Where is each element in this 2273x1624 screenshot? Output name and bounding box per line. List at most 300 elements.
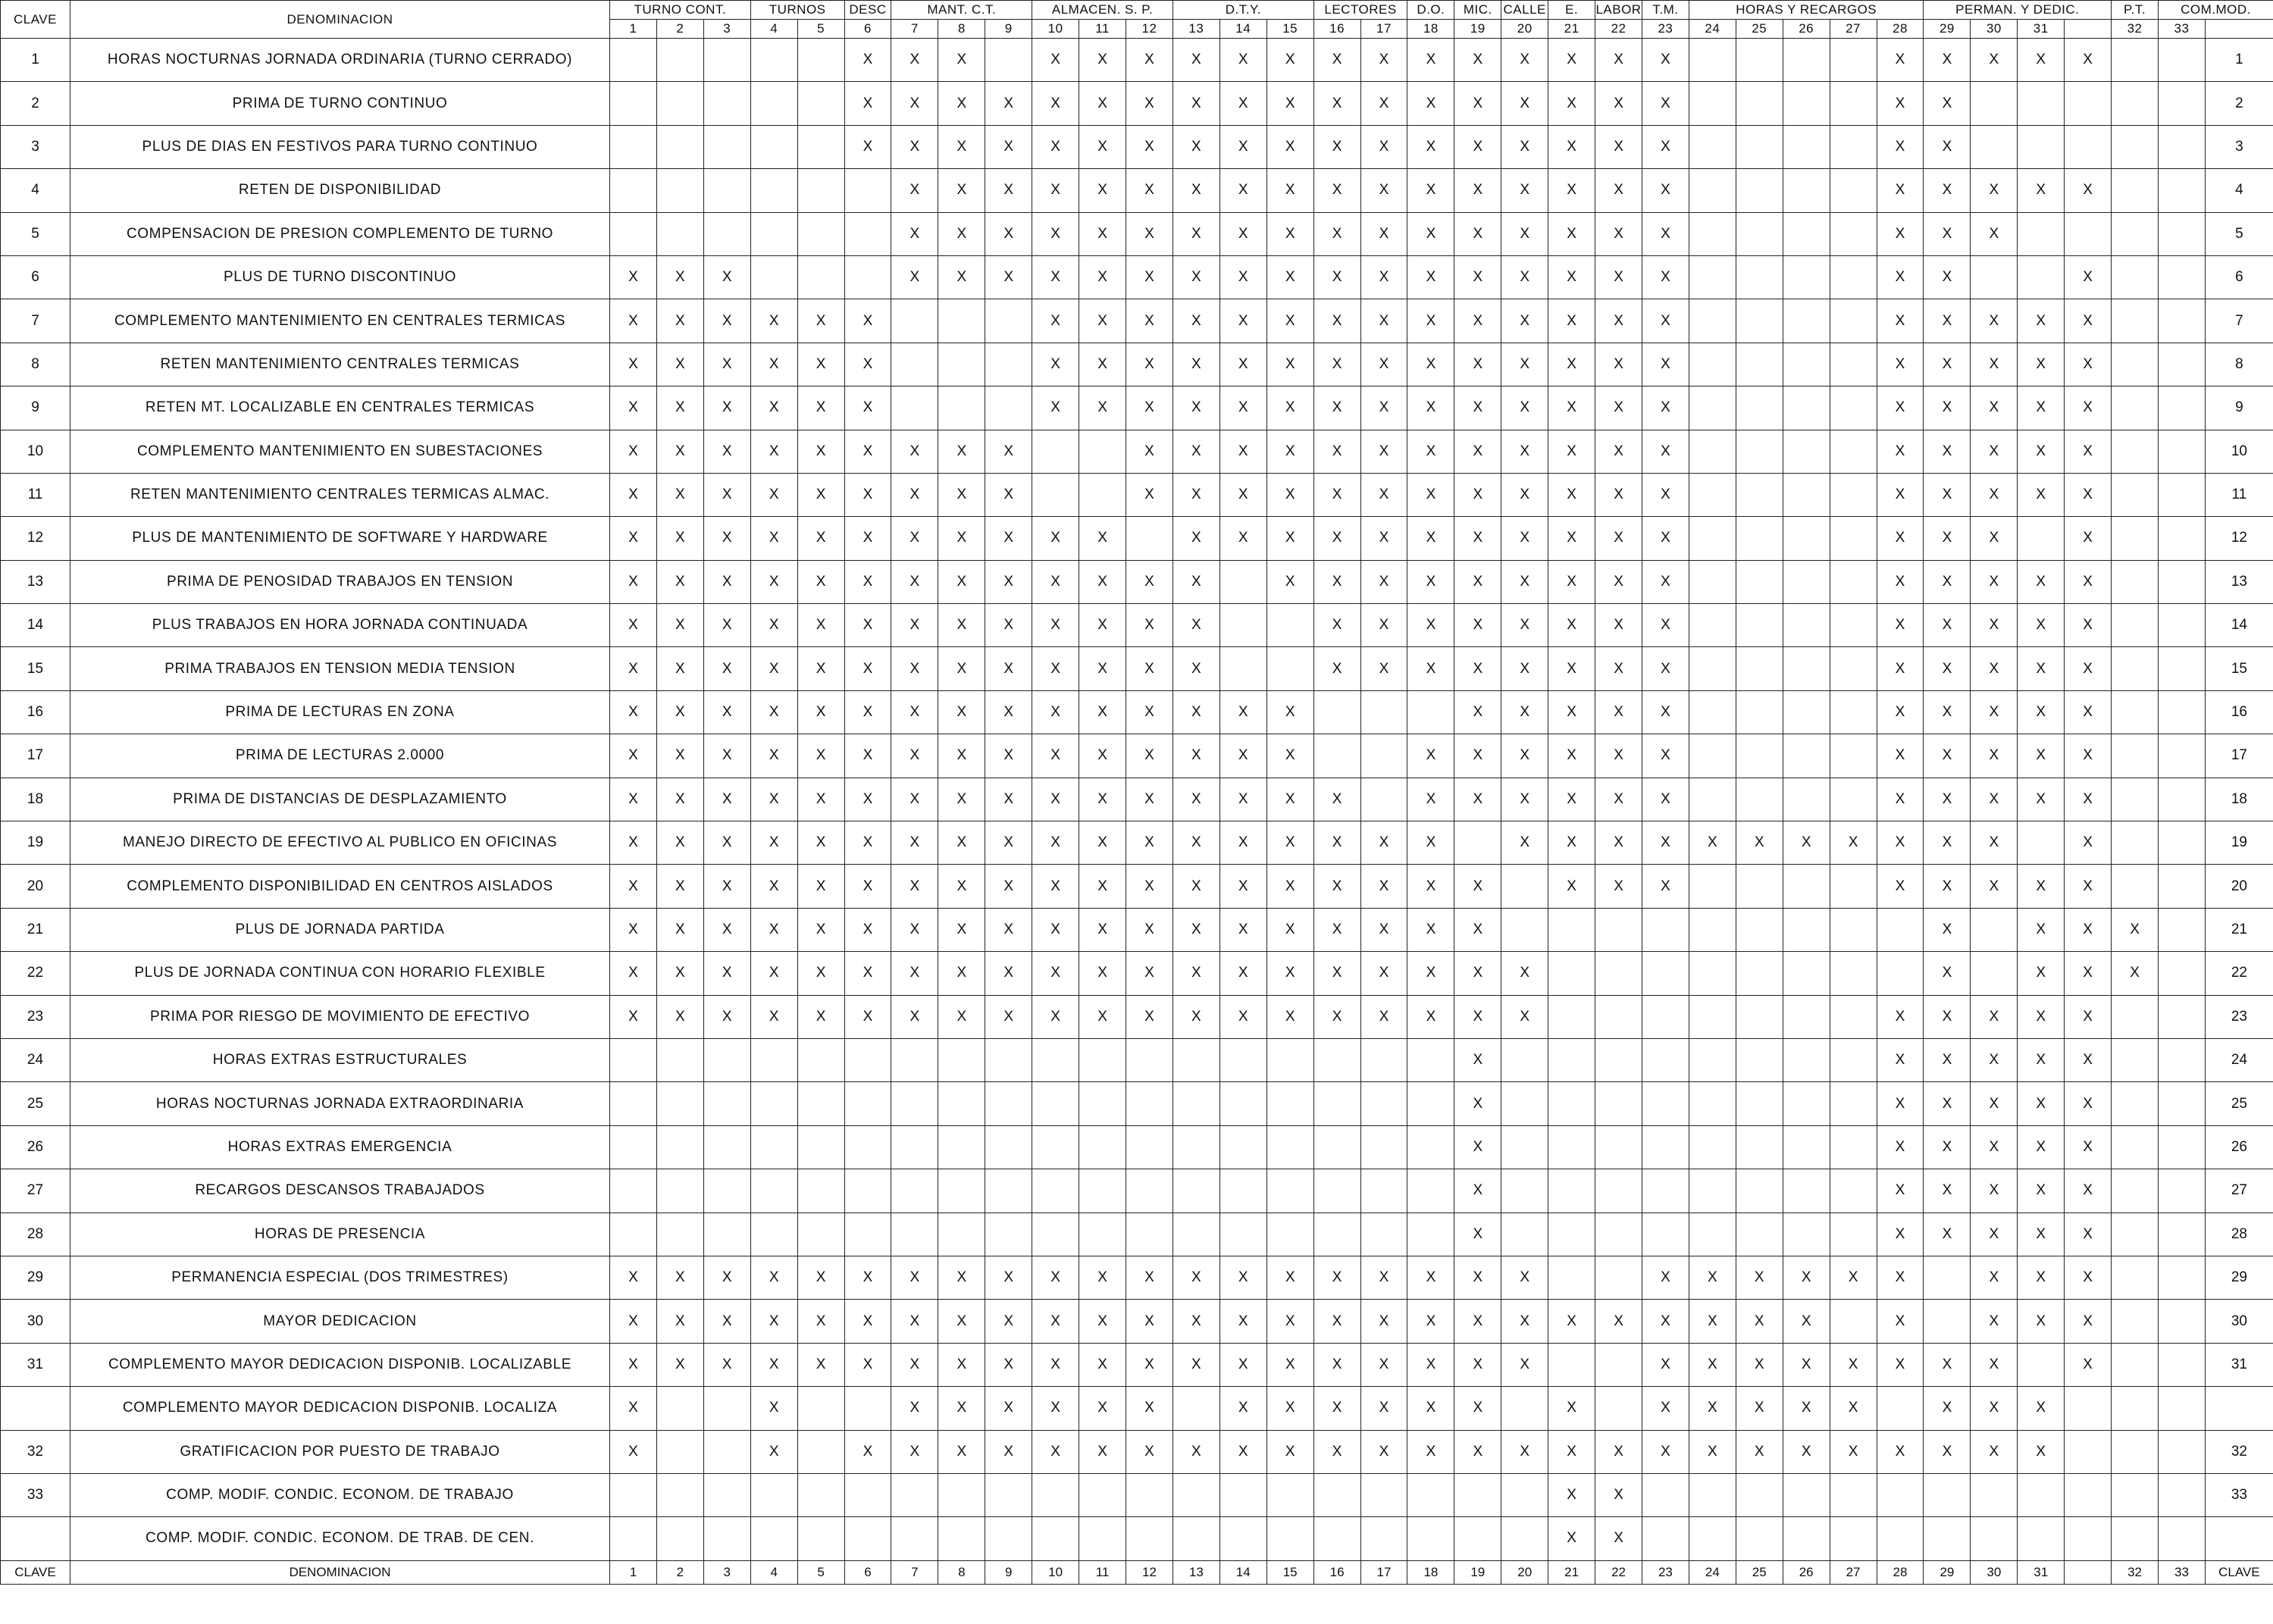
footer-column-number: 4 [750,1560,797,1584]
row-mark-cell: X [703,473,750,516]
row-mark-cell: X [1219,343,1266,386]
row-mark-cell: X [844,952,891,995]
row-mark-cell [1830,995,1877,1038]
row-mark-cell: X [1595,255,1642,299]
row-mark-cell: X [1313,517,1360,560]
row-mark-cell [1689,169,1736,212]
row-clave-right: 24 [2205,1038,2273,1081]
row-mark-cell: X [1266,778,1313,821]
row-mark-cell: X [1219,1256,1266,1299]
row-mark-cell: X [1219,908,1266,951]
row-mark-cell: X [1173,734,1219,778]
row-mark-cell [1407,1125,1454,1169]
row-mark-cell [797,1387,844,1430]
row-mark-cell [2112,560,2159,603]
row-mark-cell [1642,1517,1689,1560]
row-mark-cell [703,125,750,168]
row-mark-cell [1783,560,1830,603]
row-mark-cell [750,1473,797,1516]
row-mark-cell: X [1924,1082,1971,1125]
row-mark-cell: X [2018,690,2065,734]
row-mark-cell: X [985,560,1032,603]
row-mark-cell: X [1642,1300,1689,1343]
row-mark-cell: X [610,1430,657,1473]
row-mark-cell: X [1126,647,1173,690]
row-mark-cell [1783,1038,1830,1081]
row-mark-cell [1501,1038,1548,1081]
row-mark-cell [1689,647,1736,690]
row-denominacion: PRIMA TRABAJOS EN TENSION MEDIA TENSION [70,647,610,690]
row-mark-cell [656,1125,703,1169]
row-mark-cell: X [1079,125,1126,168]
row-mark-cell: X [1971,1038,2018,1081]
row-mark-cell: X [750,647,797,690]
row-mark-cell [891,1473,938,1516]
row-mark-cell [1689,386,1736,430]
row-mark-cell: X [844,386,891,430]
row-mark-cell: X [1971,995,2018,1038]
footer-column-number: 18 [1407,1560,1454,1584]
row-mark-cell: X [1924,1387,1971,1430]
row-mark-cell [1830,299,1877,343]
row-mark-cell: X [1219,82,1266,125]
row-mark-cell: X [610,1256,657,1299]
row-mark-cell [1783,647,1830,690]
row-mark-cell: X [1736,1387,1783,1430]
row-clave-right: 8 [2205,343,2273,386]
row-mark-cell: X [2018,473,2065,516]
row-mark-cell [1830,343,1877,386]
row-mark-cell: X [1642,560,1689,603]
row-mark-cell: X [1079,560,1126,603]
row-denominacion: HORAS EXTRAS ESTRUCTURALES [70,1038,610,1081]
row-mark-cell [2159,821,2206,865]
row-mark-cell: X [1313,343,1360,386]
row-mark-cell [656,169,703,212]
row-clave-right: 19 [2205,821,2273,865]
row-mark-cell: X [2018,1387,2065,1430]
row-mark-cell: X [1407,952,1454,995]
row-mark-cell: X [844,778,891,821]
row-mark-cell: X [2018,778,2065,821]
table-row [1,560,2273,603]
row-clave: 26 [1,1125,70,1169]
row-mark-cell: X [1642,39,1689,82]
table-row [1,343,2273,386]
row-mark-cell [844,1387,891,1430]
row-mark-cell: X [1126,821,1173,865]
row-denominacion: RETEN MANTENIMIENTO CENTRALES TERMICAS ALMAC. [70,473,610,516]
row-mark-cell: X [1360,169,1407,212]
row-mark-cell: X [844,995,891,1038]
row-mark-cell: X [2065,1213,2112,1256]
row-clave-right [2205,1387,2273,1430]
row-mark-cell: X [1454,1343,1501,1386]
row-mark-cell: X [610,343,657,386]
footer-column-number: 29 [1924,1560,1971,1584]
row-mark-cell: X [1501,82,1548,125]
row-mark-cell: X [891,255,938,299]
footer-column-number: 2 [656,1560,703,1584]
row-mark-cell: X [2018,343,2065,386]
row-mark-cell [1407,1038,1454,1081]
row-mark-cell [703,1387,750,1430]
row-mark-cell: X [1313,778,1360,821]
row-mark-cell: X [1360,517,1407,560]
row-mark-cell [891,1517,938,1560]
row-denominacion: PRIMA DE TURNO CONTINUO [70,82,610,125]
row-mark-cell [2112,1300,2159,1343]
row-mark-cell [938,1125,985,1169]
row-mark-cell: X [1126,473,1173,516]
row-mark-cell: X [1313,299,1360,343]
row-mark-cell: X [2065,995,2112,1038]
row-mark-cell: X [703,560,750,603]
row-mark-cell [1736,1038,1783,1081]
row-mark-cell [1689,560,1736,603]
row-clave: 25 [1,1082,70,1125]
row-mark-cell: X [985,604,1032,647]
row-mark-cell: X [656,1256,703,1299]
row-mark-cell: X [1501,517,1548,560]
row-mark-cell: X [656,952,703,995]
row-mark-cell [1830,908,1877,951]
row-mark-cell [1736,734,1783,778]
row-mark-cell: X [1407,908,1454,951]
row-mark-cell: X [1079,1430,1126,1473]
row-clave: 30 [1,1300,70,1343]
row-mark-cell: X [1924,1343,1971,1386]
row-mark-cell [1595,1038,1642,1081]
row-mark-cell: X [656,908,703,951]
header-column-number: 8 [938,20,985,39]
row-mark-cell: X [1971,690,2018,734]
row-mark-cell: X [1595,1517,1642,1560]
row-mark-cell: X [1032,647,1079,690]
row-mark-cell: X [985,1300,1032,1343]
table-row [1,647,2273,690]
row-mark-cell: X [1548,430,1595,473]
row-mark-cell [1548,952,1595,995]
table-row [1,430,2273,473]
row-mark-cell: X [938,430,985,473]
row-mark-cell: X [1548,1430,1595,1473]
row-mark-cell: X [750,1387,797,1430]
row-mark-cell [2159,82,2206,125]
row-mark-cell: X [844,517,891,560]
row-mark-cell: X [750,1300,797,1343]
row-mark-cell [1501,1169,1548,1213]
row-mark-cell: X [1032,1430,1079,1473]
row-mark-cell [985,1517,1032,1560]
row-mark-cell [750,1125,797,1169]
row-mark-cell: X [2065,343,2112,386]
row-mark-cell [1830,125,1877,168]
footer-column-number: 22 [1595,1560,1642,1584]
row-clave-right: 2 [2205,82,2273,125]
row-mark-cell: X [844,1256,891,1299]
row-mark-cell: X [1971,430,2018,473]
row-mark-cell: X [1219,386,1266,430]
row-mark-cell: X [656,299,703,343]
row-mark-cell: X [985,82,1032,125]
row-mark-cell: X [1313,255,1360,299]
row-mark-cell: X [938,995,985,1038]
row-mark-cell [2112,1387,2159,1430]
row-mark-cell: X [1407,125,1454,168]
row-mark-cell [1783,212,1830,255]
row-mark-cell [1830,778,1877,821]
row-clave-right: 31 [2205,1343,2273,1386]
row-mark-cell [1736,560,1783,603]
row-mark-cell: X [844,1430,891,1473]
row-mark-cell [2065,1387,2112,1430]
row-mark-cell: X [1266,1387,1313,1430]
row-mark-cell [750,125,797,168]
row-mark-cell: X [1924,1430,1971,1473]
row-mark-cell: X [2065,1300,2112,1343]
footer-column-number: 32 [2112,1560,2159,1584]
row-mark-cell [797,1517,844,1560]
row-mark-cell: X [797,734,844,778]
row-mark-cell [1595,1387,1642,1430]
row-mark-cell: X [1877,995,1924,1038]
row-mark-cell: X [1360,386,1407,430]
header-column-number [2065,20,2112,39]
row-mark-cell: X [1642,430,1689,473]
header-column-number: 24 [1689,20,1736,39]
row-mark-cell: X [985,952,1032,995]
row-mark-cell [1689,734,1736,778]
row-mark-cell [2018,212,2065,255]
row-mark-cell [891,386,938,430]
row-mark-cell: X [1079,647,1126,690]
row-mark-cell [985,1473,1032,1516]
row-clave-right: 32 [2205,1430,2273,1473]
header-group-label: D.O. [1407,1,1454,20]
row-mark-cell [1313,1213,1360,1256]
row-mark-cell [2112,255,2159,299]
row-clave: 8 [1,343,70,386]
row-mark-cell: X [1126,908,1173,951]
header-column-number: 33 [2159,20,2206,39]
header-name-label: DENOMINACION [70,1,610,39]
row-mark-cell [656,125,703,168]
row-mark-cell: X [2018,1169,2065,1213]
row-mark-cell: X [1689,1256,1736,1299]
row-mark-cell [1783,1125,1830,1169]
row-mark-cell: X [1032,604,1079,647]
row-mark-cell: X [2065,1169,2112,1213]
row-mark-cell [797,1473,844,1516]
row-denominacion: HORAS NOCTURNAS JORNADA ORDINARIA (TURNO CERRADO) [70,39,610,82]
row-mark-cell: X [1924,473,1971,516]
footer-clave-right-label: CLAVE [2205,1560,2273,1584]
row-mark-cell [656,212,703,255]
row-mark-cell: X [1173,473,1219,516]
row-mark-cell [2112,1343,2159,1386]
row-mark-cell: X [1407,1256,1454,1299]
row-mark-cell [1313,690,1360,734]
row-mark-cell: X [1877,604,1924,647]
row-mark-cell [1736,1125,1783,1169]
row-mark-cell: X [1642,734,1689,778]
row-mark-cell: X [1126,1387,1173,1430]
row-mark-cell: X [1407,299,1454,343]
row-mark-cell: X [1454,690,1501,734]
table-row [1,517,2273,560]
row-mark-cell [750,255,797,299]
row-mark-cell: X [1266,255,1313,299]
row-mark-cell: X [1126,952,1173,995]
row-mark-cell: X [1924,647,1971,690]
row-mark-cell [1783,908,1830,951]
row-mark-cell: X [1126,255,1173,299]
row-mark-cell [1501,908,1548,951]
table-row [1,734,2273,778]
row-mark-cell [1079,1517,1126,1560]
row-mark-cell: X [1877,430,1924,473]
row-mark-cell [1689,212,1736,255]
footer-column-number: 26 [1783,1560,1830,1584]
row-mark-cell: X [703,386,750,430]
row-mark-cell [610,1125,657,1169]
row-mark-cell: X [1079,778,1126,821]
row-mark-cell [1454,1517,1501,1560]
row-mark-cell: X [1173,343,1219,386]
row-denominacion: COMPLEMENTO MAYOR DEDICACION DISPONIB. LOCALIZA [70,1387,610,1430]
row-mark-cell: X [1924,734,1971,778]
row-mark-cell: X [1079,169,1126,212]
footer-column-number: 10 [1032,1560,1079,1584]
row-denominacion: HORAS EXTRAS EMERGENCIA [70,1125,610,1169]
row-mark-cell [656,1082,703,1125]
footer-column-number: 11 [1079,1560,1126,1584]
row-mark-cell: X [2065,908,2112,951]
row-mark-cell [2018,1343,2065,1386]
table-row [1,1473,2273,1516]
row-mark-cell: X [1360,1343,1407,1386]
row-denominacion: RETEN DE DISPONIBILIDAD [70,169,610,212]
row-mark-cell: X [938,169,985,212]
row-mark-cell: X [1924,212,1971,255]
row-mark-cell: X [797,604,844,647]
row-mark-cell: X [2018,647,2065,690]
row-mark-cell: X [938,690,985,734]
row-mark-cell: X [1642,821,1689,865]
row-denominacion: PRIMA POR RIESGO DE MOVIMIENTO DE EFECTIVO [70,995,610,1038]
row-mark-cell: X [985,865,1032,908]
footer-column-number: 14 [1219,1560,1266,1584]
row-mark-cell: X [1548,821,1595,865]
row-mark-cell: X [985,778,1032,821]
row-mark-cell: X [1689,1430,1736,1473]
row-clave: 19 [1,821,70,865]
row-mark-cell [1642,1082,1689,1125]
row-mark-cell: X [1126,1256,1173,1299]
row-mark-cell: X [610,952,657,995]
footer-column-number: 17 [1360,1560,1407,1584]
row-mark-cell: X [1079,604,1126,647]
table-row [1,1213,2273,1256]
row-denominacion: PRIMA DE DISTANCIAS DE DESPLAZAMIENTO [70,778,610,821]
row-mark-cell [1360,734,1407,778]
row-mark-cell [1689,125,1736,168]
row-mark-cell [1548,1169,1595,1213]
row-mark-cell: X [1595,647,1642,690]
row-mark-cell [2112,82,2159,125]
row-denominacion: GRATIFICACION POR PUESTO DE TRABAJO [70,1430,610,1473]
row-mark-cell [1360,1517,1407,1560]
row-mark-cell: X [1736,1300,1783,1343]
row-mark-cell [656,1473,703,1516]
row-mark-cell [1736,690,1783,734]
row-mark-cell: X [750,1430,797,1473]
row-mark-cell: X [703,299,750,343]
row-mark-cell: X [1877,517,1924,560]
row-mark-cell: X [1407,430,1454,473]
row-mark-cell [1689,1169,1736,1213]
row-mark-cell [938,1517,985,1560]
row-mark-cell [1783,952,1830,995]
row-mark-cell: X [1877,39,1924,82]
row-mark-cell: X [1689,1300,1736,1343]
row-mark-cell: X [1079,386,1126,430]
row-mark-cell [1219,1169,1266,1213]
row-mark-cell: X [985,473,1032,516]
row-mark-cell: X [891,647,938,690]
row-mark-cell: X [1971,865,2018,908]
row-mark-cell [1783,255,1830,299]
row-mark-cell [2065,1517,2112,1560]
row-mark-cell [1689,39,1736,82]
row-clave-right: 30 [2205,1300,2273,1343]
row-mark-cell: X [703,517,750,560]
row-mark-cell: X [1971,1125,2018,1169]
table-row [1,1430,2273,1473]
row-mark-cell [1689,255,1736,299]
row-mark-cell: X [1219,1387,1266,1430]
row-mark-cell: X [2065,473,2112,516]
row-mark-cell: X [1548,1517,1595,1560]
row-mark-cell: X [2112,908,2159,951]
row-mark-cell [1830,82,1877,125]
row-mark-cell: X [891,430,938,473]
row-mark-cell: X [1830,821,1877,865]
row-mark-cell: X [1266,1430,1313,1473]
row-mark-cell: X [985,1430,1032,1473]
row-mark-cell [1266,1125,1313,1169]
row-mark-cell: X [1266,690,1313,734]
row-mark-cell: X [1173,430,1219,473]
row-mark-cell: X [1032,212,1079,255]
row-mark-cell: X [1454,1430,1501,1473]
row-mark-cell: X [2065,430,2112,473]
row-mark-cell: X [985,734,1032,778]
footer-column-number: 8 [938,1560,985,1584]
row-mark-cell: X [1736,1430,1783,1473]
row-mark-cell [703,1430,750,1473]
footer-column-number: 20 [1501,1560,1548,1584]
row-mark-cell [1548,908,1595,951]
row-mark-cell: X [750,1343,797,1386]
row-mark-cell: X [1971,517,2018,560]
row-mark-cell [2112,778,2159,821]
row-mark-cell: X [1548,386,1595,430]
header-group-label: LABOR [1595,1,1642,20]
row-mark-cell [2159,1256,2206,1299]
row-mark-cell: X [1924,255,1971,299]
